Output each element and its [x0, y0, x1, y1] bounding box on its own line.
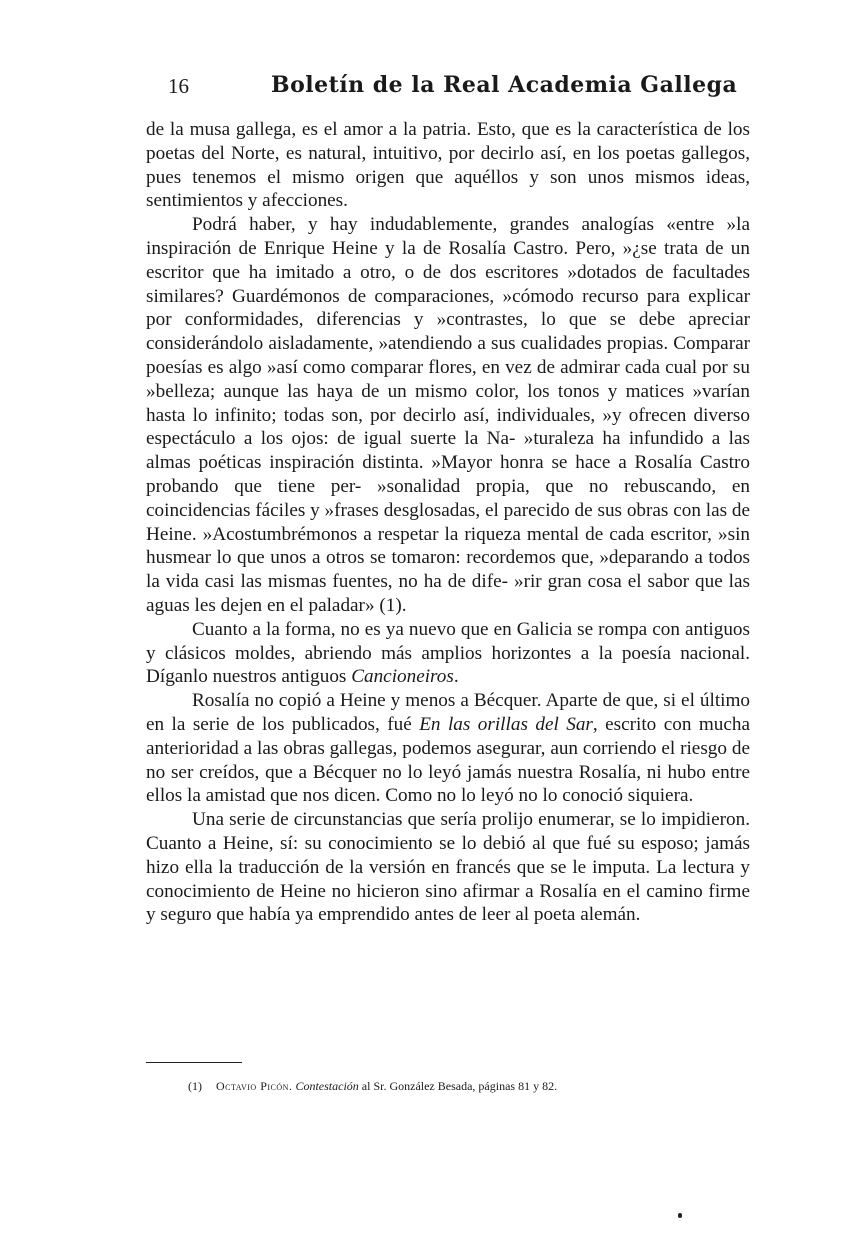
paragraph-1: de la musa gallega, es el amor a la patria. Esto, que es la característica de los poetas del Norte, es natural, intuitivo, por decirlo así, en los poetas gallegos, pues tenemos el mismo origen que aquéllos y son unos mismos ideas, sentimientos y afecciones. — [146, 119, 750, 212]
page-header — [168, 70, 758, 106]
body-text — [146, 118, 750, 927]
paragraph-4: Rosalía no copió a Heine y menos a Bécquer. Aparte de que, si el último en la serie de los publicados, fué En las orillas del Sar, escrito con mucha anterioridad a las obras gallegas, podemos asegurar, aun corriendo el riesgo de no ser creídos, que a Bécquer no lo leyó jamás nuestra Rosalía, ni hubo entre ellos la amistad que nos dicen. Como no lo leyó no lo conoció siquiera. — [146, 690, 751, 807]
page-number: 16 — [168, 74, 189, 98]
paragraph-5: Una serie de circunstancias que sería prolijo enumerar, se lo impidieron. Cuanto a Heine, sí: su conocimiento se lo debió al que fué su esposo; jamás hizo ella la traducción de la versión en francés que se le imputa. La lectura y conocimiento de Heine no hicieron sino afirmar a Rosalía en el camino firme y seguro que había ya emprendido antes de leer al poeta alemán. — [146, 809, 750, 926]
running-title: Boletín de la Real Academia Gallega — [271, 72, 738, 98]
footnote-rest: al Sr. González Besada, páginas 81 y 82. — [358, 1079, 558, 1093]
paragraph-3: Cuanto a la forma, no es ya nuevo que en Galicia se rompa con antiguos y clásicos moldes, abriendo más amplios horizontes a la poesía nacional. Díganlo nuestros antiguos Cancioneiros. — [146, 618, 750, 688]
footnote-title: Contestación — [295, 1079, 359, 1093]
footnote-marker: (1) — [188, 1079, 202, 1093]
footnote-rule — [146, 1062, 242, 1063]
footnote-author: Octavio Picón. — [216, 1079, 293, 1093]
cancioneiros-title: Cancioneiros — [351, 666, 454, 688]
paragraph-2-quotation: Podrá haber, y hay indudablemente, grandes analogías «entre »la inspiración de Enrique Heine y la de Rosalía Castro. Pero, »¿se trata de un escritor que ha imitado a otro, o de dos escritores »dotados de facultades similares? Guardémonos de comparaciones, »cómodo recurso para explicar por conformidades, diferencias y »contrastes, lo que se debe apreciar considerándolo aisladamente, »atendiendo a sus cualidades propias. Comparar poesías es algo »así como comparar flores, en vez de admirar cada cual por su »belleza; aunque las haya de un mismo color, los tonos y matices »varían hasta lo infinito; todas son, por decirlo así, individuales, »y ofrecen diverso espectáculo a los ojos: de igual suerte la Na- »turaleza ha infundido a las almas poéticas inspiración distinta. »Mayor honra se hace a Rosalía Castro probando que tiene per- »sonalidad propia, que no rebuscando, en coincidencias fáciles y »frases desglosadas, el parecido de sus obras con las de Heine. »Acostumbrémonos a respetar la riqueza mental de cada escritor, »sin husmear lo que unos a otros se tomaron: recordemos que, »deparando a todos la vida casi las mismas fuentes, no ha de dife- »rir gran cosa el sabor que las aguas les dejen en el paladar» (1). — [146, 214, 750, 616]
ink-speck — [678, 1213, 682, 1218]
book-title: En las orillas del Sar — [419, 713, 593, 735]
footnote — [188, 1079, 748, 1094]
